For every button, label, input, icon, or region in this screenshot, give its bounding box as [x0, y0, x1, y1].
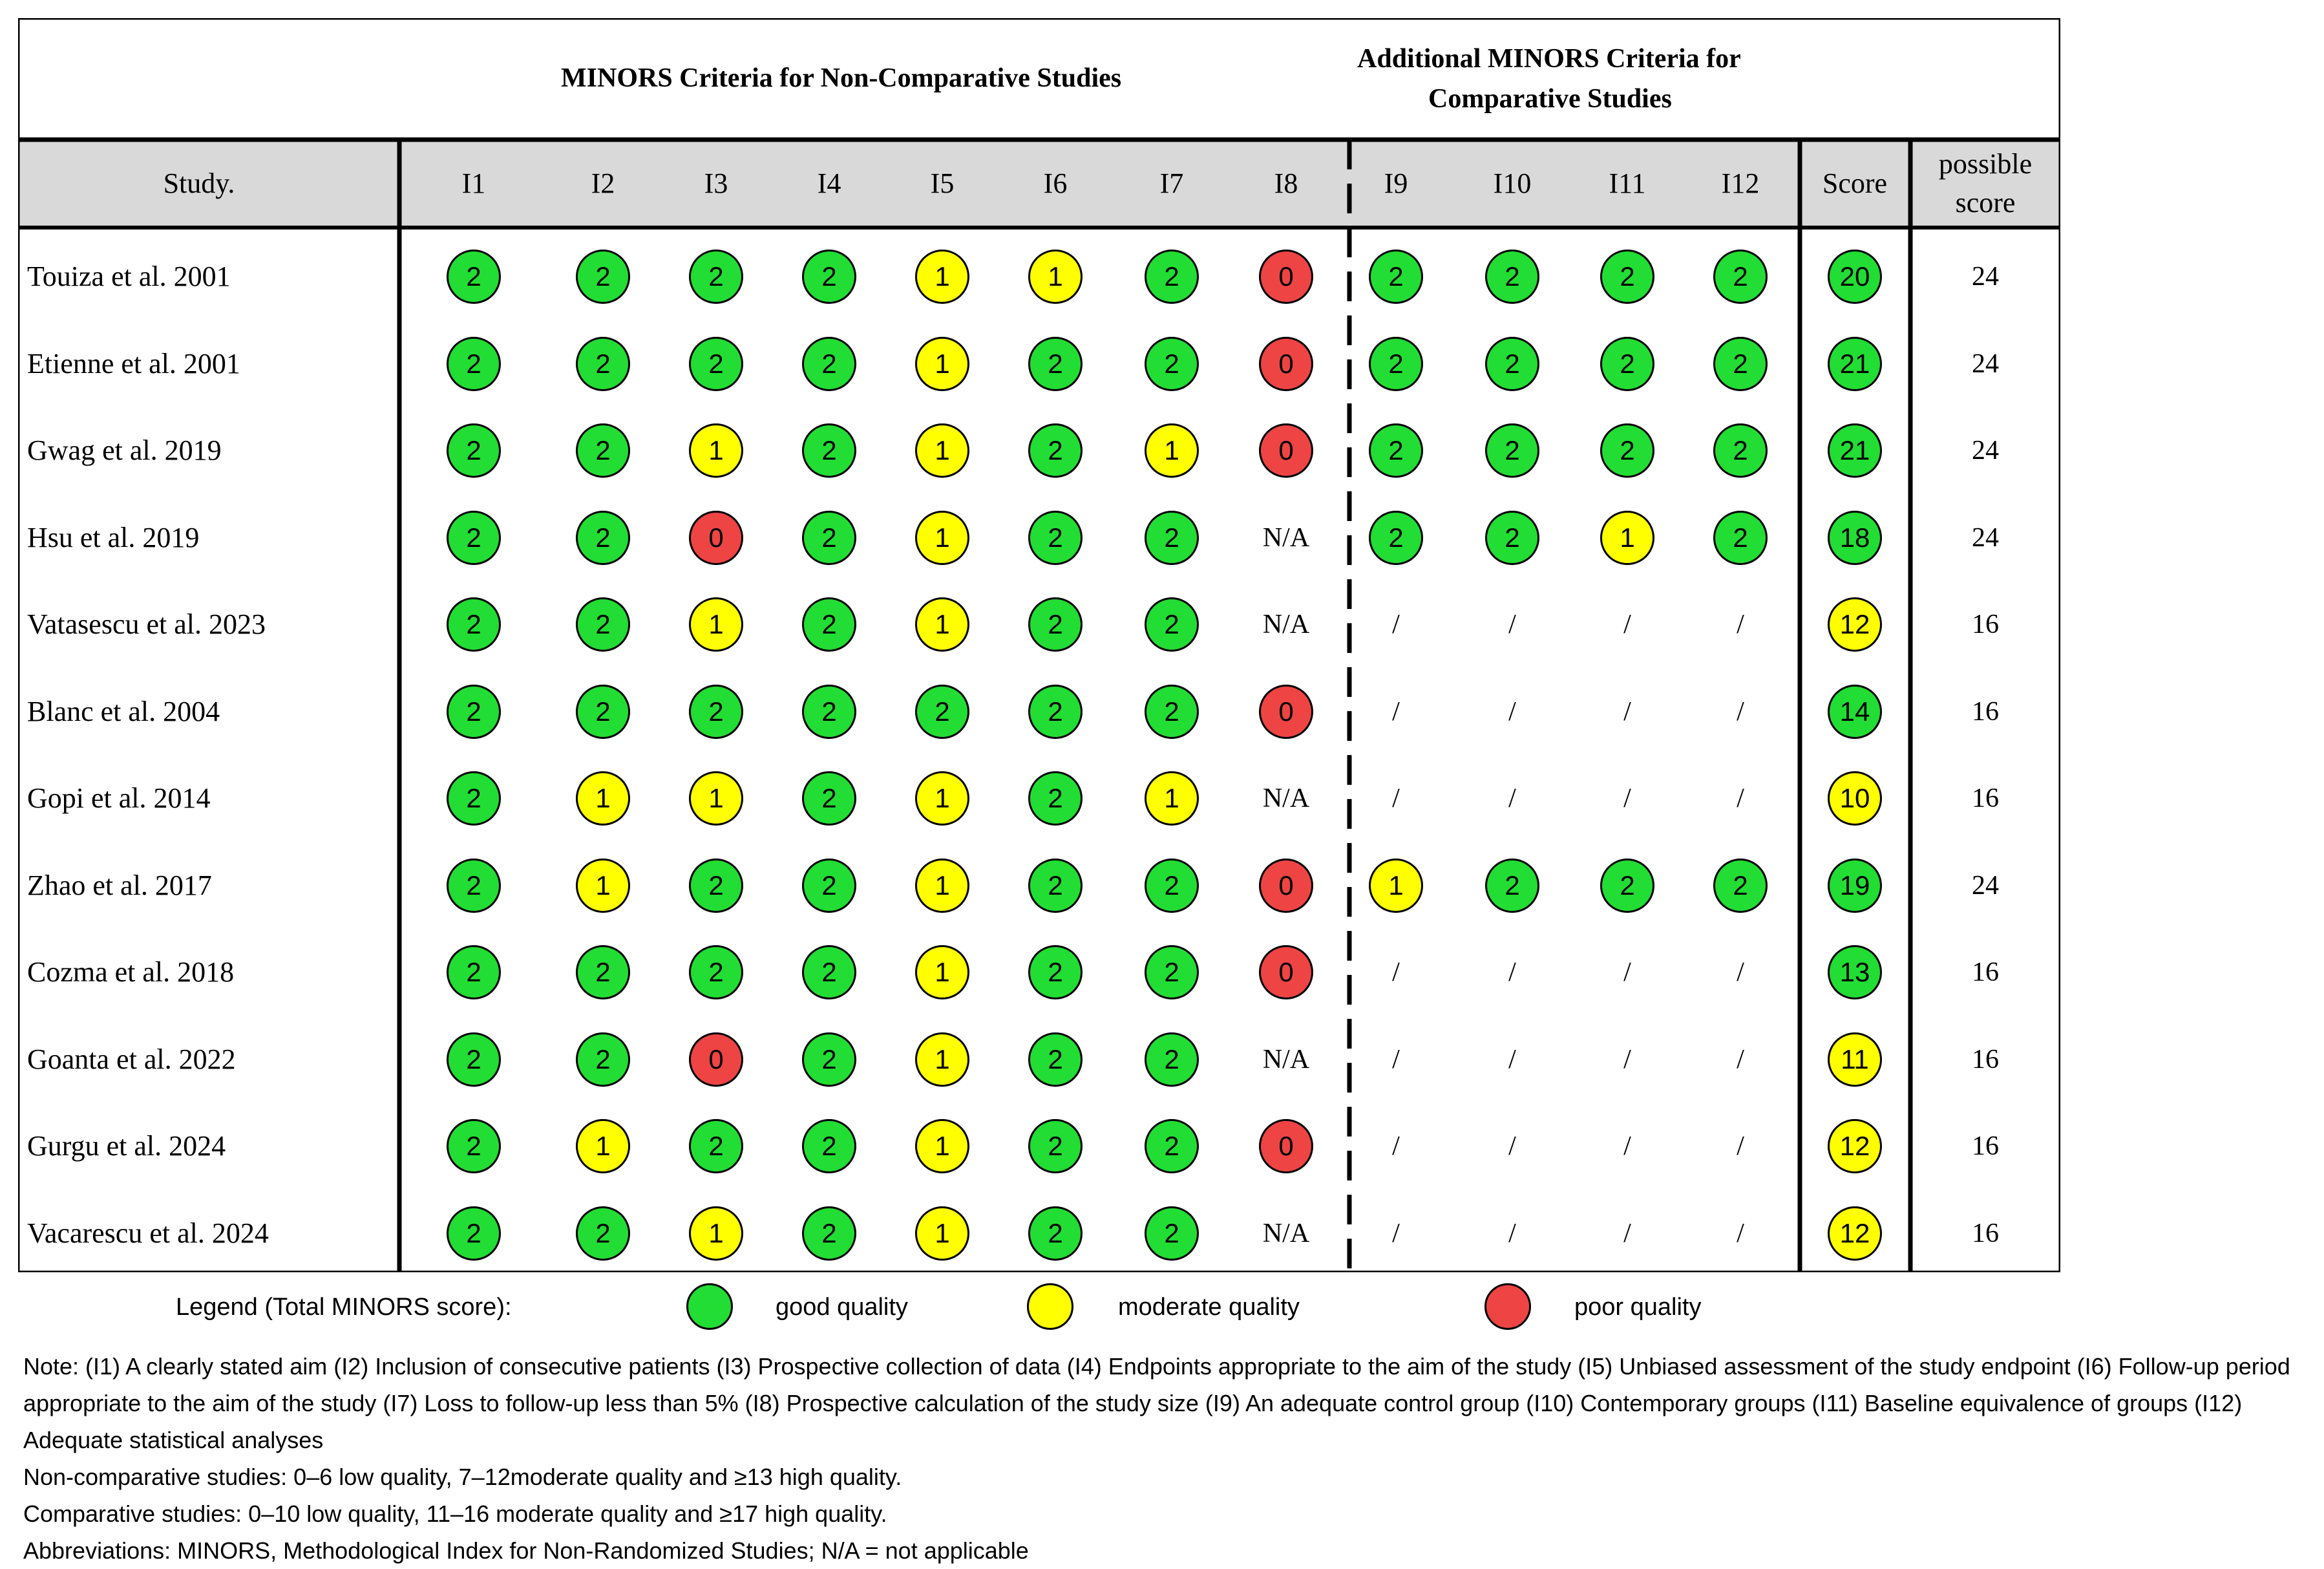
rating-circle: 0	[689, 1032, 743, 1087]
column-header-item: I6	[1043, 167, 1068, 199]
slash-text: /	[1623, 610, 1631, 639]
legend-title: Legend (Total MINORS score):	[176, 1294, 512, 1321]
slash-text: /	[1623, 1131, 1631, 1161]
rating-circle: 2	[689, 250, 743, 304]
slash-text: /	[1737, 784, 1744, 813]
rating-circle: 2	[447, 423, 501, 478]
score-circle: 12	[1828, 1119, 1882, 1173]
slash-text: /	[1623, 696, 1631, 727]
rating-circle: 1	[915, 250, 969, 304]
rating-circle: 2	[689, 859, 743, 913]
score-circle: 11	[1828, 1032, 1882, 1087]
rating-circle: 2	[1028, 771, 1083, 826]
rating-circle: 1	[1145, 771, 1199, 826]
rating-circle: 2	[576, 337, 630, 391]
note-abbreviations: Abbreviations: MINORS, Methodological Index for Non-Randomized Studies; N/A = not applicable	[23, 1537, 1029, 1564]
rating-circle: 2	[447, 685, 501, 739]
rating-circle: 2	[447, 1032, 501, 1087]
rating-circle: 1	[915, 1032, 969, 1087]
slash-text: /	[1737, 1218, 1744, 1248]
rating-circle: 2	[576, 511, 630, 565]
rating-circle: 2	[915, 685, 969, 739]
study-name: Gwag et al. 2019	[27, 434, 222, 466]
rating-circle: 1	[689, 771, 743, 826]
note-comparative: Comparative studies: 0–10 low quality, 11–16 moderate quality and ≥17 high quality.	[23, 1500, 887, 1527]
rating-circle: 2	[1485, 859, 1539, 913]
column-header-possible-line1: possible	[1938, 148, 2033, 180]
rating-circle: 2	[1028, 1119, 1083, 1173]
possible-score: 16	[1972, 784, 1999, 813]
rating-circle: 1	[915, 771, 969, 826]
score-circle: 21	[1828, 423, 1882, 478]
rating-circle: 1	[576, 1119, 630, 1173]
rating-circle: 2	[1028, 597, 1083, 652]
column-header-item: I4	[817, 167, 841, 199]
score-circle: 12	[1828, 597, 1882, 652]
rating-circle: 2	[1145, 1206, 1199, 1261]
score-circle: 20	[1828, 250, 1882, 304]
not-applicable-text: N/A	[1262, 784, 1310, 813]
possible-score: 16	[1972, 957, 1999, 987]
slash-text: /	[1737, 696, 1744, 727]
rating-circle: 2	[1145, 945, 1199, 999]
possible-score: 16	[1972, 1218, 1999, 1248]
rating-circle: 2	[1713, 511, 1768, 565]
rating-circle: 2	[802, 337, 856, 391]
rating-circle: 1	[915, 859, 969, 913]
rating-circle: 1	[915, 511, 969, 565]
rating-circle: 1	[915, 945, 969, 999]
slash-text: /	[1392, 784, 1400, 813]
slash-text: /	[1737, 1131, 1744, 1161]
rating-circle: 1	[689, 597, 743, 652]
slash-text: /	[1508, 1218, 1516, 1248]
rating-circle: 2	[1028, 945, 1083, 999]
rating-circle: 2	[1028, 337, 1083, 391]
rating-circle: 2	[576, 945, 630, 999]
rating-circle: 2	[1028, 511, 1083, 565]
score-circle: 10	[1828, 771, 1882, 826]
rating-circle: 2	[802, 859, 856, 913]
rating-circle: 2	[576, 685, 630, 739]
rating-circle: 2	[447, 859, 501, 913]
rating-circle: 0	[1259, 1119, 1313, 1173]
slash-text: /	[1737, 610, 1744, 639]
rating-circle: 2	[802, 597, 856, 652]
rating-circle: 2	[1600, 423, 1654, 478]
column-header-score: Score	[1822, 167, 1888, 199]
study-name: Touiza et al. 2001	[27, 261, 231, 292]
rating-circle: 1	[689, 423, 743, 478]
study-name: Zhao et al. 2017	[27, 869, 212, 901]
rating-circle: 2	[1713, 337, 1768, 391]
rating-circle: 2	[447, 1206, 501, 1261]
rating-circle: 2	[689, 945, 743, 999]
group1-title: MINORS Criteria for Non-Comparative Studies	[561, 63, 1122, 93]
slash-text: /	[1392, 696, 1400, 727]
slash-text: /	[1508, 784, 1516, 813]
rating-circle: 2	[1145, 1119, 1199, 1173]
rating-circle: 2	[1600, 337, 1654, 391]
column-header-item: I10	[1493, 167, 1532, 199]
note-non-comparative: Non-comparative studies: 0–6 low quality, 7–12moderate quality and ≥13 high quality.	[23, 1464, 902, 1490]
possible-score: 16	[1972, 610, 1999, 639]
rating-circle: 1	[576, 859, 630, 913]
legend	[0, 1277, 2324, 1335]
rating-circle: 2	[802, 945, 856, 999]
rating-circle: 1	[915, 1206, 969, 1261]
slash-text: /	[1508, 957, 1516, 987]
rating-circle: 2	[802, 423, 856, 478]
possible-score: 16	[1972, 1131, 1999, 1161]
rating-circle: 2	[1145, 859, 1199, 913]
possible-score: 24	[1972, 522, 1999, 553]
score-circle: 18	[1828, 511, 1882, 565]
slash-text: /	[1508, 1131, 1516, 1161]
column-header-item: I11	[1609, 167, 1646, 199]
rating-circle: 1	[1028, 250, 1083, 304]
rating-circle: 2	[689, 337, 743, 391]
column-header-possible-line2: score	[1955, 187, 2016, 219]
study-name: Blanc et al. 2004	[27, 695, 220, 727]
column-header-study: Study.	[163, 167, 235, 199]
rating-circle: 2	[1028, 423, 1083, 478]
rating-circle: 2	[447, 511, 501, 565]
rating-circle: 2	[1145, 597, 1199, 652]
rating-circle: 1	[915, 423, 969, 478]
rating-circle: 2	[802, 250, 856, 304]
rating-circle: 0	[1259, 423, 1313, 478]
column-header-item: I9	[1384, 167, 1408, 199]
rating-circle: 2	[1485, 511, 1539, 565]
possible-score: 16	[1972, 1044, 1999, 1074]
rating-circle: 2	[576, 597, 630, 652]
rating-circle: 2	[447, 250, 501, 304]
legend-poor-label: poor quality	[1574, 1294, 1702, 1321]
rating-circle: 2	[1485, 337, 1539, 391]
rating-circle: 2	[576, 1032, 630, 1087]
minors-table	[18, 18, 2060, 1272]
slash-text: /	[1392, 1044, 1400, 1074]
score-circle: 19	[1828, 859, 1882, 913]
rating-circle: 2	[1369, 511, 1423, 565]
study-name: Goanta et al. 2022	[27, 1043, 236, 1075]
rating-circle: 2	[1713, 423, 1768, 478]
rating-circle: 2	[1369, 337, 1423, 391]
table-notes	[23, 1348, 2311, 1569]
rating-circle: 2	[689, 1119, 743, 1173]
rating-circle: 2	[802, 1119, 856, 1173]
study-name: Cozma et al. 2018	[27, 956, 235, 988]
rating-circle: 2	[1145, 337, 1199, 391]
rating-circle: 0	[1259, 685, 1313, 739]
rating-circle: 2	[447, 1119, 501, 1173]
column-header-item: I8	[1274, 167, 1298, 199]
score-circle: 21	[1828, 337, 1882, 391]
slash-text: /	[1392, 1218, 1400, 1248]
study-name: Gopi et al. 2014	[27, 782, 211, 814]
rating-circle: 1	[576, 771, 630, 826]
column-header-item: I7	[1159, 167, 1184, 199]
rating-circle: 2	[1145, 1032, 1199, 1087]
rating-circle: 2	[1713, 250, 1768, 304]
rating-circle: 2	[802, 771, 856, 826]
rating-circle: 1	[915, 337, 969, 391]
score-circle: 12	[1828, 1206, 1882, 1261]
slash-text: /	[1508, 610, 1516, 639]
rating-circle: 0	[1259, 859, 1313, 913]
slash-text: /	[1392, 957, 1400, 987]
rating-circle: 2	[1713, 859, 1768, 913]
study-name: Hsu et al. 2019	[27, 521, 200, 553]
possible-score: 24	[1972, 436, 1999, 465]
score-circle: 13	[1828, 945, 1882, 999]
rating-circle: 2	[1145, 511, 1199, 565]
slash-text: /	[1623, 784, 1631, 813]
not-applicable-text: N/A	[1262, 1218, 1310, 1248]
group2-title-line2: Comparative Studies	[1428, 84, 1672, 114]
study-name: Etienne et al. 2001	[27, 347, 240, 379]
column-header-item: I1	[461, 167, 486, 199]
slash-text: /	[1623, 957, 1631, 987]
rating-circle: 2	[802, 1032, 856, 1087]
not-applicable-text: N/A	[1262, 610, 1310, 639]
rating-circle: 1	[689, 1206, 743, 1261]
rating-circle: 2	[576, 250, 630, 304]
rating-circle: 2	[1485, 423, 1539, 478]
rating-circle: 0	[1259, 337, 1313, 391]
column-header-item: I3	[704, 167, 728, 199]
slash-text: /	[1623, 1218, 1631, 1248]
rating-circle: 1	[1600, 511, 1654, 565]
rating-circle: 2	[447, 945, 501, 999]
legend-poor-swatch	[1484, 1283, 1531, 1330]
rating-circle: 2	[802, 511, 856, 565]
rating-circle: 2	[689, 685, 743, 739]
possible-score: 16	[1972, 696, 1999, 727]
group2-title-line1: Additional MINORS Criteria for	[1357, 44, 1741, 74]
column-header-item: I12	[1721, 167, 1760, 199]
slash-text: /	[1737, 957, 1744, 987]
slash-text: /	[1737, 1044, 1744, 1074]
legend-good-label: good quality	[776, 1294, 908, 1321]
rating-circle: 2	[1369, 423, 1423, 478]
slash-text: /	[1392, 1131, 1400, 1161]
column-header-item: I2	[591, 167, 615, 199]
rating-circle: 2	[1028, 1206, 1083, 1261]
rating-circle: 2	[1485, 250, 1539, 304]
study-name: Vacarescu et al. 2024	[27, 1217, 269, 1249]
legend-good-swatch	[686, 1283, 733, 1330]
legend-moderate-swatch	[1027, 1283, 1073, 1330]
rating-circle: 2	[1028, 1032, 1083, 1087]
rating-circle: 0	[1259, 250, 1313, 304]
slash-text: /	[1623, 1044, 1631, 1074]
rating-circle: 2	[1600, 859, 1654, 913]
rating-circle: 2	[802, 1206, 856, 1261]
rating-circle: 1	[915, 597, 969, 652]
rating-circle: 0	[1259, 945, 1313, 999]
legend-moderate-label: moderate quality	[1118, 1294, 1300, 1321]
rating-circle: 2	[447, 337, 501, 391]
score-circle: 14	[1828, 685, 1882, 739]
rating-circle: 2	[1369, 250, 1423, 304]
rating-circle: 2	[447, 597, 501, 652]
rating-circle: 1	[1369, 859, 1423, 913]
slash-text: /	[1508, 696, 1516, 727]
not-applicable-text: N/A	[1262, 522, 1310, 553]
study-name: Vatasescu et al. 2023	[27, 608, 266, 640]
rating-circle: 2	[576, 423, 630, 478]
possible-score: 24	[1972, 870, 1999, 901]
possible-score: 24	[1972, 262, 1999, 292]
column-header-item: I5	[930, 167, 955, 199]
rating-circle: 2	[1028, 859, 1083, 913]
rating-circle: 2	[802, 685, 856, 739]
not-applicable-text: N/A	[1262, 1044, 1310, 1074]
rating-circle: 2	[576, 1206, 630, 1261]
slash-text: /	[1508, 1044, 1516, 1074]
possible-score: 24	[1972, 348, 1999, 379]
rating-circle: 2	[1145, 685, 1199, 739]
study-name: Gurgu et al. 2024	[27, 1130, 226, 1162]
note-criteria: Note: (I1) A clearly stated aim (I2) Inclusion of consecutive patients (I3) Prospective collection of data (I4) Endpoints appropriate to the aim of the study (I5) Unbiased assessment of the study endpoint (I6) Follow-up period appropriate to the aim of the study (I7) Loss to follow-up less than 5% (I8) Prospective calculation of the study size (I9) An adequate control group (I10) Contemporary groups (I11) Baseline equivalence of groups (I12) Adequate statistical analyses	[23, 1353, 2290, 1453]
slash-text: /	[1392, 610, 1400, 639]
rating-circle: 0	[689, 511, 743, 565]
rating-circle: 2	[1145, 250, 1199, 304]
rating-circle: 2	[447, 771, 501, 826]
rating-circle: 2	[1600, 250, 1654, 304]
rating-circle: 1	[915, 1119, 969, 1173]
rating-circle: 2	[1028, 685, 1083, 739]
rating-circle: 1	[1145, 423, 1199, 478]
